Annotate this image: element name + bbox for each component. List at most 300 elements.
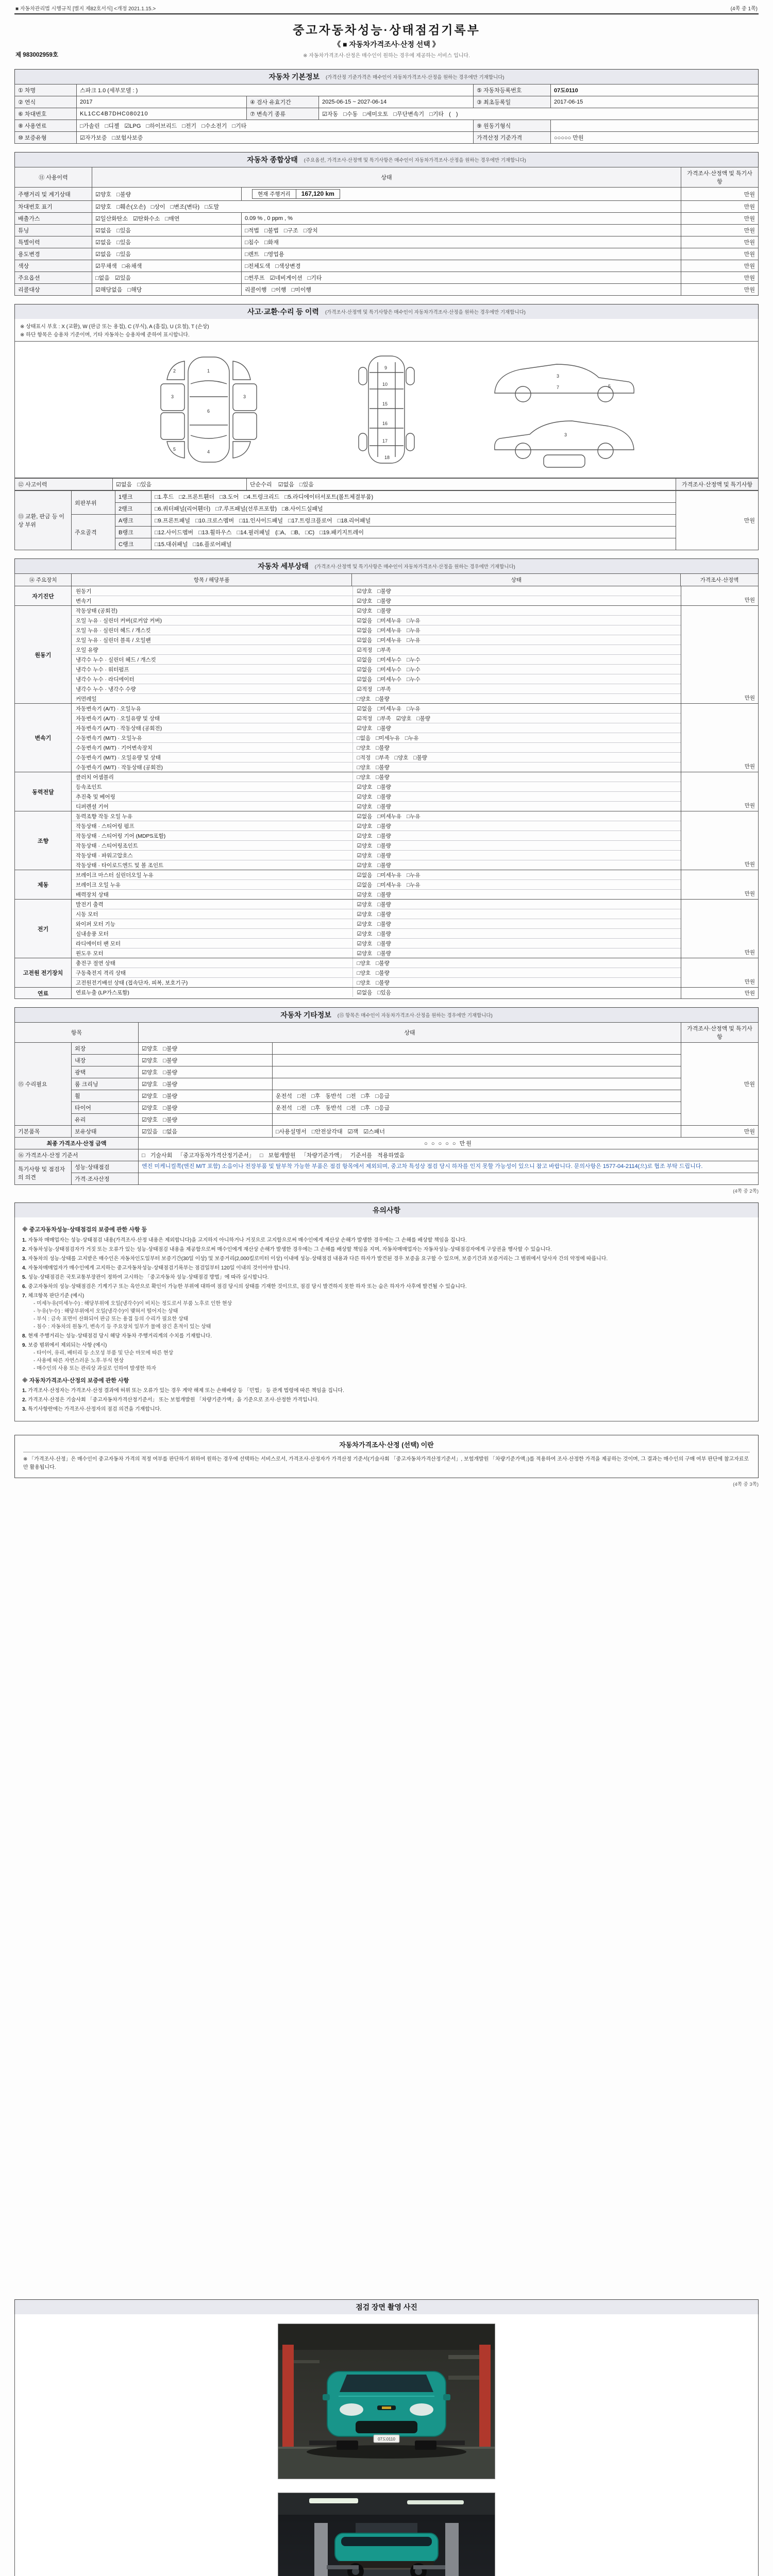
price-column-header: 가격조사·산정액 및 특기사항 xyxy=(681,167,759,188)
detail-group-price: 만원 xyxy=(681,900,758,958)
detail-row-item: 작동상태 · 스티어링조인트 xyxy=(72,841,353,850)
car-diagram-underbody xyxy=(325,348,448,471)
overall-row-state-1: ☑해당없음 □해당 xyxy=(92,284,242,296)
detail-row xyxy=(72,714,681,723)
note-text: 자동차 매매업자는 성능·상태점검 내용(가격조사·산정 내용은 제외합니다)을 고지하지 아니하거나 거짓으로 고지함으로써 매수인에게 재산상 손해가 발생한 경우에는 그 손해를 배상할 책임을 집니다. xyxy=(28,1237,467,1243)
etc-price-column-header: 가격조사·산정액 및 특기사항 xyxy=(681,1023,759,1043)
device-column-header: ⑭ 주요장치 xyxy=(15,574,72,586)
price-option-subtitle: 《 ■ 자동차가격조사·산정 선택 》 xyxy=(333,40,440,48)
overall-row xyxy=(15,225,759,236)
car-diagram-top-expanded xyxy=(124,348,294,471)
detail-group xyxy=(14,811,759,870)
inspection-photo-front xyxy=(278,2324,495,2479)
detail-row-state: ☑없음 □미세누수 □누수 xyxy=(357,656,421,663)
overall-row xyxy=(15,236,759,248)
room-cleaning-state: ☑양호 □불량 xyxy=(139,1078,273,1090)
detail-group xyxy=(14,900,759,958)
detail-row-state: ☑양호 □불량 xyxy=(357,725,391,732)
detail-group-rows xyxy=(72,988,681,998)
svg-text:3: 3 xyxy=(564,432,567,437)
overall-row-state-1: ☑없음 □있음 xyxy=(92,248,242,260)
detail-row-state: ☑양호 □불량 xyxy=(357,891,391,898)
detail-row xyxy=(72,655,681,665)
base-price-label: 가격산정 기준가격 xyxy=(474,132,551,144)
detail-row-state: ☑없음 □미세누유 □누유 xyxy=(357,872,421,878)
form-reference-line xyxy=(14,3,759,14)
section-etc-title: 자동차 기타정보 xyxy=(280,1011,331,1019)
detail-group-name: 고전원 전기장치 xyxy=(15,958,72,987)
note-line xyxy=(22,1332,751,1340)
detail-row-state: ☑없음 □미세누수 □누수 xyxy=(357,666,421,673)
fuel-checkboxes: □가솔린 □디젤 ☑LPG □하이브리드 □전기 □수소전기 □기타 xyxy=(77,120,474,132)
note-text: 자동차매매업자가 매수인에게 고지하는 중고자동차성능·상태점검기록부는 점검일부터 120일 이내의 것이어야 합니다. xyxy=(28,1265,291,1271)
frame-label: 주요골격 xyxy=(72,515,115,550)
svg-text:15: 15 xyxy=(382,401,388,406)
detail-row xyxy=(72,929,681,939)
glass-label: 유리 xyxy=(72,1114,139,1126)
pricing-note-line xyxy=(22,1396,751,1404)
simple-repair-label: 단순수리 xyxy=(250,482,272,488)
pricing-standard-value: □ 기술사회 「중고자동차가격산정기준서」 □ 보험개발원 「차량기준가액」 기준서를 적용하였음 xyxy=(139,1149,759,1161)
pricing-note-text: 특기사항란에는 가격조사·산정자의 점검 의견을 기재합니다. xyxy=(28,1406,162,1412)
note-line xyxy=(22,1236,751,1244)
frame-rankA-label: A랭크 xyxy=(115,515,152,527)
detail-row-state: ☑양호 □불량 xyxy=(357,842,391,849)
pricing-note-item xyxy=(22,1405,751,1413)
exterior-extra xyxy=(273,1043,681,1055)
overall-row-price: 만원 xyxy=(681,248,759,260)
detail-group-rows xyxy=(72,870,681,899)
pricing-notes-list xyxy=(22,1387,751,1413)
interior-state: ☑양호 □불량 xyxy=(139,1055,273,1066)
detail-row-item: 수동변속기 (M/T) · 작동상태 (공회전) xyxy=(72,762,353,772)
section-etc-note: (⑮ 항목은 매수인이 자동차가격조사·산정을 원하는 경우에만 기재합니다) xyxy=(337,1013,493,1019)
notes-head-pricing: ※ 자동차가격조사·산정의 보증에 관한 사항 xyxy=(22,1377,129,1384)
repair-needed-price: 만원 xyxy=(681,1043,759,1126)
vin-label: ⑥ 차대번호 xyxy=(15,108,77,120)
section-accident-header xyxy=(14,304,759,319)
detail-group-rows xyxy=(72,606,681,703)
overall-row xyxy=(15,248,759,260)
warranty-label: ⑩ 보증유형 xyxy=(15,132,77,144)
svg-text:2: 2 xyxy=(173,368,176,374)
detail-row-item: 디퍼렌셜 기어 xyxy=(72,802,353,811)
etc-info-table xyxy=(14,1022,759,1185)
state-column-header: 상태 xyxy=(92,167,681,188)
overall-row-label: 주요옵션 xyxy=(15,272,92,284)
detail-row-state: ☑없음 □미세누유 □누유 xyxy=(357,813,421,820)
detail-group xyxy=(14,772,759,811)
detail-row-item: 수동변속기 (M/T) · 오일누유 xyxy=(72,733,353,742)
detail-row-state: □양호 □불량 xyxy=(357,764,390,771)
frame-rankB-label: B랭크 xyxy=(115,527,152,538)
detail-group xyxy=(14,704,759,772)
frame-rankA-items: □9.프론트패널 □10.크로스멤버 □11.인사이드패널 □17.트렁크플로어 □18.리어패널 xyxy=(152,515,676,527)
vin-mark-state: ☑양호 □훼손(오손) □상이 □변조(변타) □도말 xyxy=(92,201,681,213)
document-number: 제 983002959호 xyxy=(15,52,58,58)
note-number: 7. xyxy=(22,1293,27,1299)
note-item xyxy=(22,1236,751,1244)
note-sub-item: - 누유(누수) : 해당부위에서 오일(냉각수)이 맺혀서 떨어지는 상태 xyxy=(33,1308,178,1314)
note-item xyxy=(22,1332,751,1340)
overall-row xyxy=(15,272,759,284)
accident-history-state: ☑없음 □있음 xyxy=(113,479,247,490)
pricing-note-line xyxy=(22,1387,751,1395)
note-number: 3. xyxy=(22,1256,27,1262)
notes-head-warranty: ※ 중고자동차성능·상태점검의 보증에 관한 사항 등 xyxy=(22,1227,147,1233)
detail-group-price: 만원 xyxy=(681,958,758,987)
section-notes-header xyxy=(14,1202,759,1217)
basic-items-price: 만원 xyxy=(681,1126,759,1138)
detail-group-price: 만원 xyxy=(681,870,758,899)
note-sub-item: - 매수인의 사용 또는 관리상 과실로 인하여 발생한 하자 xyxy=(33,1365,157,1371)
detail-row xyxy=(72,772,681,782)
exchange-price: 만원 xyxy=(676,491,759,550)
car-diagrams xyxy=(14,342,759,478)
detail-row xyxy=(72,851,681,860)
svg-text:3: 3 xyxy=(557,374,560,379)
overall-row-price: 만원 xyxy=(681,225,759,236)
detail-row xyxy=(72,909,681,919)
tire-label: 타이어 xyxy=(72,1102,139,1114)
note-item xyxy=(22,1246,751,1253)
transmission-checkboxes: ☑자동 □수동 □세미오토 □무단변속기 □기타 ( ) xyxy=(319,108,759,120)
notes-list xyxy=(22,1236,751,1372)
note-item xyxy=(22,1283,751,1291)
detail-row-item: 작동상태 · 타이로드엔드 및 볼 조인트 xyxy=(72,860,353,870)
detail-row-state: ☑없음 □미세누유 □누유 xyxy=(357,637,421,643)
note-number: 9. xyxy=(22,1342,27,1348)
detail-row xyxy=(72,723,681,733)
detail-row-item: 윈도우 모터 xyxy=(72,948,353,958)
detail-row-item: 오일 누유 · 실린더 헤드 / 개스킷 xyxy=(72,625,353,635)
note-item xyxy=(22,1255,751,1263)
accident-legend-note: ※ 하단 항목은 승용차 기준이며, 기타 자동차는 승용차에 준하여 표시합니다. xyxy=(20,332,190,338)
detail-group-price: 만원 xyxy=(681,811,758,870)
price-option-note: ※ 자동차가격조사·산정은 매수인이 원하는 경우에 제공하는 서비스 입니다. xyxy=(303,53,470,59)
overall-row-label: 용도변경 xyxy=(15,248,92,260)
detail-row xyxy=(72,684,681,694)
note-line xyxy=(22,1283,751,1291)
detail-row-state: ☑양호 □불량 xyxy=(357,793,391,800)
detail-group-name: 원동기 xyxy=(15,606,72,703)
detail-row-state: □양호 □불량 xyxy=(357,696,390,702)
detail-row xyxy=(72,831,681,841)
detail-table-header xyxy=(14,573,759,586)
detail-row-item: 고전원전기배선 상태 (접속단자, 피복, 보호기구) xyxy=(72,978,353,987)
detail-row xyxy=(72,821,681,831)
detail-row-state: □양호 □불량 xyxy=(357,960,390,967)
pricing-note-line xyxy=(22,1405,751,1413)
detail-group xyxy=(14,988,759,999)
detail-row-item: 동력조향 작동 오일 누유 xyxy=(72,811,353,821)
exterior-state: ☑양호 □불량 xyxy=(139,1043,273,1055)
page-title: 중고자동차성능·상태점검기록부 xyxy=(293,23,480,37)
detail-row xyxy=(72,939,681,948)
detail-row-state: ☑양호 □불량 xyxy=(357,823,391,829)
possession-items: □사용설명서 □안전삼각대 ☑잭 ☑스패너 xyxy=(273,1126,681,1138)
room-cleaning-label: 룸 크리닝 xyxy=(72,1078,139,1090)
detail-group-price: 만원 xyxy=(681,988,758,998)
detail-group-price: 만원 xyxy=(681,704,758,772)
detail-group-name: 변속기 xyxy=(15,704,72,772)
detail-row xyxy=(72,694,681,703)
valid-value: 2025-06-15 ~ 2027-06-14 xyxy=(319,96,474,108)
overall-row xyxy=(15,284,759,296)
note-line xyxy=(22,1274,751,1281)
car-diagram-side-views xyxy=(479,348,649,471)
detail-row xyxy=(72,880,681,890)
detail-row-item: 자동변속기 (A/T) · 작동상태 (공회전) xyxy=(72,723,353,733)
item-column-header: 항목 / 해당부품 xyxy=(72,574,352,586)
detail-row-state: ☑양호 □불량 xyxy=(357,588,391,595)
overall-row-state-1: □없음 ☑있음 xyxy=(92,272,242,284)
svg-text:10: 10 xyxy=(382,382,388,387)
detail-row-state: ☑양호 □불량 xyxy=(357,862,391,869)
detail-row-state: ☑없음 □미세누유 □누유 xyxy=(357,882,421,888)
detail-row-state: ☑양호 □불량 xyxy=(357,784,391,790)
odometer-cell xyxy=(242,188,681,201)
detail-group-name: 자기진단 xyxy=(15,586,72,605)
tire-positions: 운전석 □전 □후 동반석 □전 □후 □응급 xyxy=(273,1102,681,1114)
remarks-pricing-label: 가격·조사산정 xyxy=(72,1173,139,1185)
remarks-label: 특기사항 및 점검자의 의견 xyxy=(15,1161,72,1185)
note-text: 자동차성능·상태점검자가 거짓 또는 오류가 있는 성능·상태점검 내용을 제공함으로써 매수인에게 재산상 손해가 발생한 경우에는 그 손해를 배상할 책임을 지며, 자동차매매업자는 자동차성능·상태점검자에게 구상권을 행사할 수 있습니다. xyxy=(28,1246,552,1252)
detail-row-item: 커먼레일 xyxy=(72,694,353,703)
note-number: 5. xyxy=(22,1274,27,1280)
detail-row-state: ☑없음 □미세누유 □누유 xyxy=(357,617,421,624)
detail-row xyxy=(72,606,681,616)
notes-box xyxy=(14,1217,759,1421)
detail-row-item: 수동변속기 (M/T) · 기어변속장치 xyxy=(72,743,353,752)
detail-row-state: ☑없음 □미세누유 □누유 xyxy=(357,705,421,712)
detail-group xyxy=(14,958,759,988)
svg-text:6: 6 xyxy=(207,409,210,414)
detail-group-rows xyxy=(72,704,681,772)
odometer-value: 167,120 km xyxy=(296,190,340,198)
detail-group-rows xyxy=(72,772,681,811)
detail-row xyxy=(72,733,681,743)
detail-row xyxy=(72,900,681,909)
overall-row-price: 만원 xyxy=(681,260,759,272)
odometer-label: 현재 주행거리 xyxy=(258,191,291,197)
detail-row-item: 작동상태 (공회전) xyxy=(72,606,353,615)
detail-group xyxy=(14,606,759,704)
detail-row xyxy=(72,645,681,655)
overall-row-state-1: ☑없음 □있음 xyxy=(92,225,242,236)
pricing-note-number: 3. xyxy=(22,1406,27,1412)
detail-row xyxy=(72,968,681,978)
car-name-label: ① 차명 xyxy=(15,84,77,96)
detail-row-item: 클러치 어셈블리 xyxy=(72,772,353,782)
warranty-checkboxes: ☑자가보증 □보험사보증 xyxy=(77,132,474,144)
overall-row-label: 리콜대상 xyxy=(15,284,92,296)
detail-row-item: 충전구 절연 상태 xyxy=(72,958,353,968)
section-detail-title: 자동차 세부상태 xyxy=(258,562,309,570)
odometer-row-label: 주행거리 및 계기상태 xyxy=(15,188,92,201)
note-text: 현재 주행거리는 성능·상태점검 당시 해당 자동차 주행거리계의 수치를 기재합니다. xyxy=(28,1333,212,1339)
inspection-photo-underside xyxy=(278,2493,495,2576)
section-basic-title: 자동차 기본정보 xyxy=(268,73,320,81)
accident-legend xyxy=(14,319,759,342)
first-reg-value: 2017-06-15 xyxy=(551,96,759,108)
detail-row-state: ☑적정 □부족 xyxy=(357,647,391,653)
overall-row-label: 튜닝 xyxy=(15,225,92,236)
svg-text:4: 4 xyxy=(207,449,210,454)
svg-text:16: 16 xyxy=(382,421,388,426)
note-item xyxy=(22,1292,751,1331)
detail-price-column-header: 가격조사·산정액 xyxy=(700,577,739,583)
detail-row-item: 오일 누유 · 실린더 커버(로커암 커버) xyxy=(72,616,353,625)
detail-row-state: □적정 □부족 □양호 □불량 xyxy=(357,754,427,761)
detail-row xyxy=(72,860,681,870)
note-sub-item: - 사용에 따른 자연스러운 노후·부식 현상 xyxy=(33,1358,124,1364)
detail-row-item: 발전기 출력 xyxy=(72,900,353,909)
detail-row-item: 연료누출 (LP가스포함) xyxy=(72,988,353,997)
detail-row xyxy=(72,988,681,997)
accident-history-label: ⑫ 사고이력 xyxy=(15,479,113,490)
section-detail-header xyxy=(14,558,759,573)
svg-text:1: 1 xyxy=(207,368,210,374)
interior-label: 내장 xyxy=(72,1055,139,1066)
note-sub-item: - 침수 : 자동차의 원동기, 변속기 등 주요장치 일부가 물에 잠긴 흔적이 있는 상태 xyxy=(33,1324,211,1330)
note-number: 4. xyxy=(22,1265,27,1271)
detail-row xyxy=(72,704,681,714)
detail-group-name: 조향 xyxy=(15,811,72,870)
overall-row-state-2: 리콜이행 □이행 □미이행 xyxy=(242,284,681,296)
detail-row-item: 냉각수 누수 · 실린더 헤드 / 개스킷 xyxy=(72,655,353,664)
detail-row-state: ☑양호 □불량 xyxy=(357,833,391,839)
overall-row xyxy=(15,260,759,272)
polish-extra xyxy=(273,1066,681,1078)
detail-group-name: 동력전달 xyxy=(15,772,72,811)
overall-state-table xyxy=(14,167,759,296)
detail-row-item: 실내송풍 모터 xyxy=(72,929,353,938)
fuel-label: ⑧ 사용연료 xyxy=(15,120,77,132)
detail-row xyxy=(72,753,681,762)
pricing-note-number: 2. xyxy=(22,1397,27,1403)
document xyxy=(14,0,759,2576)
detail-group-name: 연료 xyxy=(15,988,72,998)
pricing-definition-text: ※ 「가격조사·산정」은 매수인이 중고자동차 가격의 적정 여부를 판단하기 위하여 원하는 경우에 선택하는 서비스로서, 가격조사·산정자가 가격산정 기준서(기술사회 「중고자동차가격산정기준서」, 보험개발원 「차량기준가액」)를 적용하여 조사·산정한 가격을 제공하는 것이며, 그 결과는 매수인의 구매 여부 판단에 참고자료로만 활용됩니다. xyxy=(23,1456,749,1470)
detail-row xyxy=(72,586,681,596)
final-price-label: 최종 가격조사·산정 금액 xyxy=(15,1138,139,1149)
basic-items-group-label: 기본품목 xyxy=(15,1126,72,1138)
section-accident-note: (가격조사·산정액 및 특기사항은 매수인이 자동차가격조사·산정을 원하는 경우에만 기재합니다) xyxy=(325,310,526,315)
section-overall-header xyxy=(14,152,759,167)
detail-row xyxy=(72,625,681,635)
pricing-definition-title: 자동차가격조사·산정 (선택) 이란 xyxy=(23,1439,750,1452)
detail-group-name: 전기 xyxy=(15,900,72,958)
svg-text:3: 3 xyxy=(171,394,174,399)
overall-row-label: 색상 xyxy=(15,260,92,272)
detail-row-state: □양호 □불량 xyxy=(357,970,390,976)
transmission-label: ⑦ 변속기 종류 xyxy=(247,108,319,120)
detail-row-item: 작동상태 · 파워고압호스 xyxy=(72,851,353,860)
detail-row-item: 작동상태 · 스티어링 기어 (MDPS포함) xyxy=(72,831,353,840)
detail-row xyxy=(72,596,681,605)
detail-row xyxy=(72,890,681,899)
inspector-opinion-text: 엔진 미케니컬쪽(엔진 M/T 포함) 소음이나 전장부품 및 탈부착 가능한 부품은 점검 항목에서 제외되며, 중고차 특성상 점검 당시 하자를 인지 못할 가능성이 있으니 참고 바랍니다. 문의사항은 1577-04-2114(으)로 협조 부탁 드립니다. xyxy=(139,1161,759,1173)
note-number: 6. xyxy=(22,1283,27,1290)
detail-group xyxy=(14,586,759,606)
etc-state-column-header: 상태 xyxy=(139,1023,681,1043)
wheel-label: 휠 xyxy=(72,1090,139,1102)
page-marker-3: (4쪽 중 3쪽) xyxy=(733,1482,759,1487)
note-line xyxy=(22,1255,751,1263)
possession-label: 보유상태 xyxy=(72,1126,139,1138)
detail-row xyxy=(72,635,681,645)
detail-row xyxy=(72,978,681,987)
glass-extra xyxy=(273,1114,681,1126)
detail-row-state: ☑적정 □부족 ☑양호 □불량 xyxy=(357,715,430,722)
year-label: ② 연식 xyxy=(15,96,77,108)
blank-area xyxy=(14,1487,759,2291)
svg-text:07도0110: 07도0110 xyxy=(378,2437,395,2442)
emission-price: 만원 xyxy=(681,213,759,225)
overall-row-state-2: □썬루프 ☑네비게이션 □기타 xyxy=(242,272,681,284)
detail-group xyxy=(14,870,759,900)
repair-needed-group-label: ⑮ 수리필요 xyxy=(15,1043,72,1126)
detail-row-state: ☑양호 □불량 xyxy=(357,607,391,614)
title-block xyxy=(14,14,759,61)
note-sub-item: - 타이어, 유리, 배터리 등 소모성 부품 및 단순 마모에 따른 현상 xyxy=(33,1350,174,1356)
basic-info-table xyxy=(14,84,759,144)
pricing-note-text: 가격조사·산정자는 가격조사·산정 결과에 허위 또는 오류가 있는 경우 계약 해제 또는 손해배상 등 「민법」 등 관계 법령에 따른 책임을 집니다. xyxy=(28,1388,344,1394)
note-sub-list xyxy=(22,1300,751,1331)
vin-mark-price: 만원 xyxy=(681,201,759,213)
vin-value: KL1CC4B7DHC080210 xyxy=(77,108,247,120)
note-sub-item: - 부식 : 금속 표면이 산화되어 판금 또는 용접 등의 수리가 필요한 상태 xyxy=(33,1316,189,1322)
note-sub-item: - 미세누유(미세누수) : 해당부위에 오일(냉각수)이 비치는 정도로서 부품 노후로 인한 현상 xyxy=(33,1300,232,1307)
svg-text:18: 18 xyxy=(384,455,390,460)
note-number: 8. xyxy=(22,1333,27,1339)
detail-group-price: 만원 xyxy=(681,606,758,703)
odometer-price: 만원 xyxy=(681,188,759,201)
detail-group-rows xyxy=(72,958,681,987)
accident-legend-codes: ※ 상태표시 부호 : X (교환), W (판금 또는 용접), C (부식), A (흠집), U (요철), T (손상) xyxy=(20,324,209,330)
detail-row-item: 오일 누유 · 실린더 블록 / 오일팬 xyxy=(72,635,353,645)
overall-row-price: 만원 xyxy=(681,236,759,248)
exchange-label: ⑬ 교환, 판금 등 이상 부위 xyxy=(15,491,72,550)
detail-row xyxy=(72,919,681,929)
note-item xyxy=(22,1264,751,1272)
reg-no-value: 07도0110 xyxy=(551,84,759,96)
pricing-note-item xyxy=(22,1396,751,1404)
outer-rank2-label: 2랭크 xyxy=(115,503,152,515)
detail-row-item: 냉각수 누수 · 냉각수 수량 xyxy=(72,684,353,693)
overall-row-state-1: ☑무채색 □유채색 xyxy=(92,260,242,272)
overall-row-state-2: □적법 □불법 □구조 □장치 xyxy=(242,225,681,236)
detail-group-price: 만원 xyxy=(681,772,758,811)
detail-row-item: 와이퍼 모터 기능 xyxy=(72,919,353,928)
outer-rank1-label: 1랭크 xyxy=(115,491,152,503)
detail-row xyxy=(72,841,681,851)
vin-mark-row-label: 차대번호 표기 xyxy=(15,201,92,213)
emission-state: ☑일산화탄소 ☑탄화수소 □매연 xyxy=(92,213,242,225)
simple-repair-cell xyxy=(247,479,676,490)
polish-label: 광택 xyxy=(72,1066,139,1078)
svg-text:3: 3 xyxy=(243,394,246,399)
detail-row-item: 라디에이터 팬 모터 xyxy=(72,939,353,948)
svg-text:5: 5 xyxy=(608,384,611,389)
detail-group-rows xyxy=(72,586,681,605)
detail-row-item: 시동 모터 xyxy=(72,909,353,919)
detail-row-item: 냉각수 누수 · 라디에이터 xyxy=(72,674,353,684)
overall-row-state-2: □침수 □화재 xyxy=(242,236,681,248)
section-basic-note: (가격산정 기준가격은 매수인이 자동차가격조사·산정을 원하는 경우에만 기재합니다) xyxy=(326,75,505,80)
outer-rank2-items: □6.쿼터패널(리어휀더) □7.루프패널(선루프포함) □8.사이드실패널 xyxy=(152,503,676,515)
